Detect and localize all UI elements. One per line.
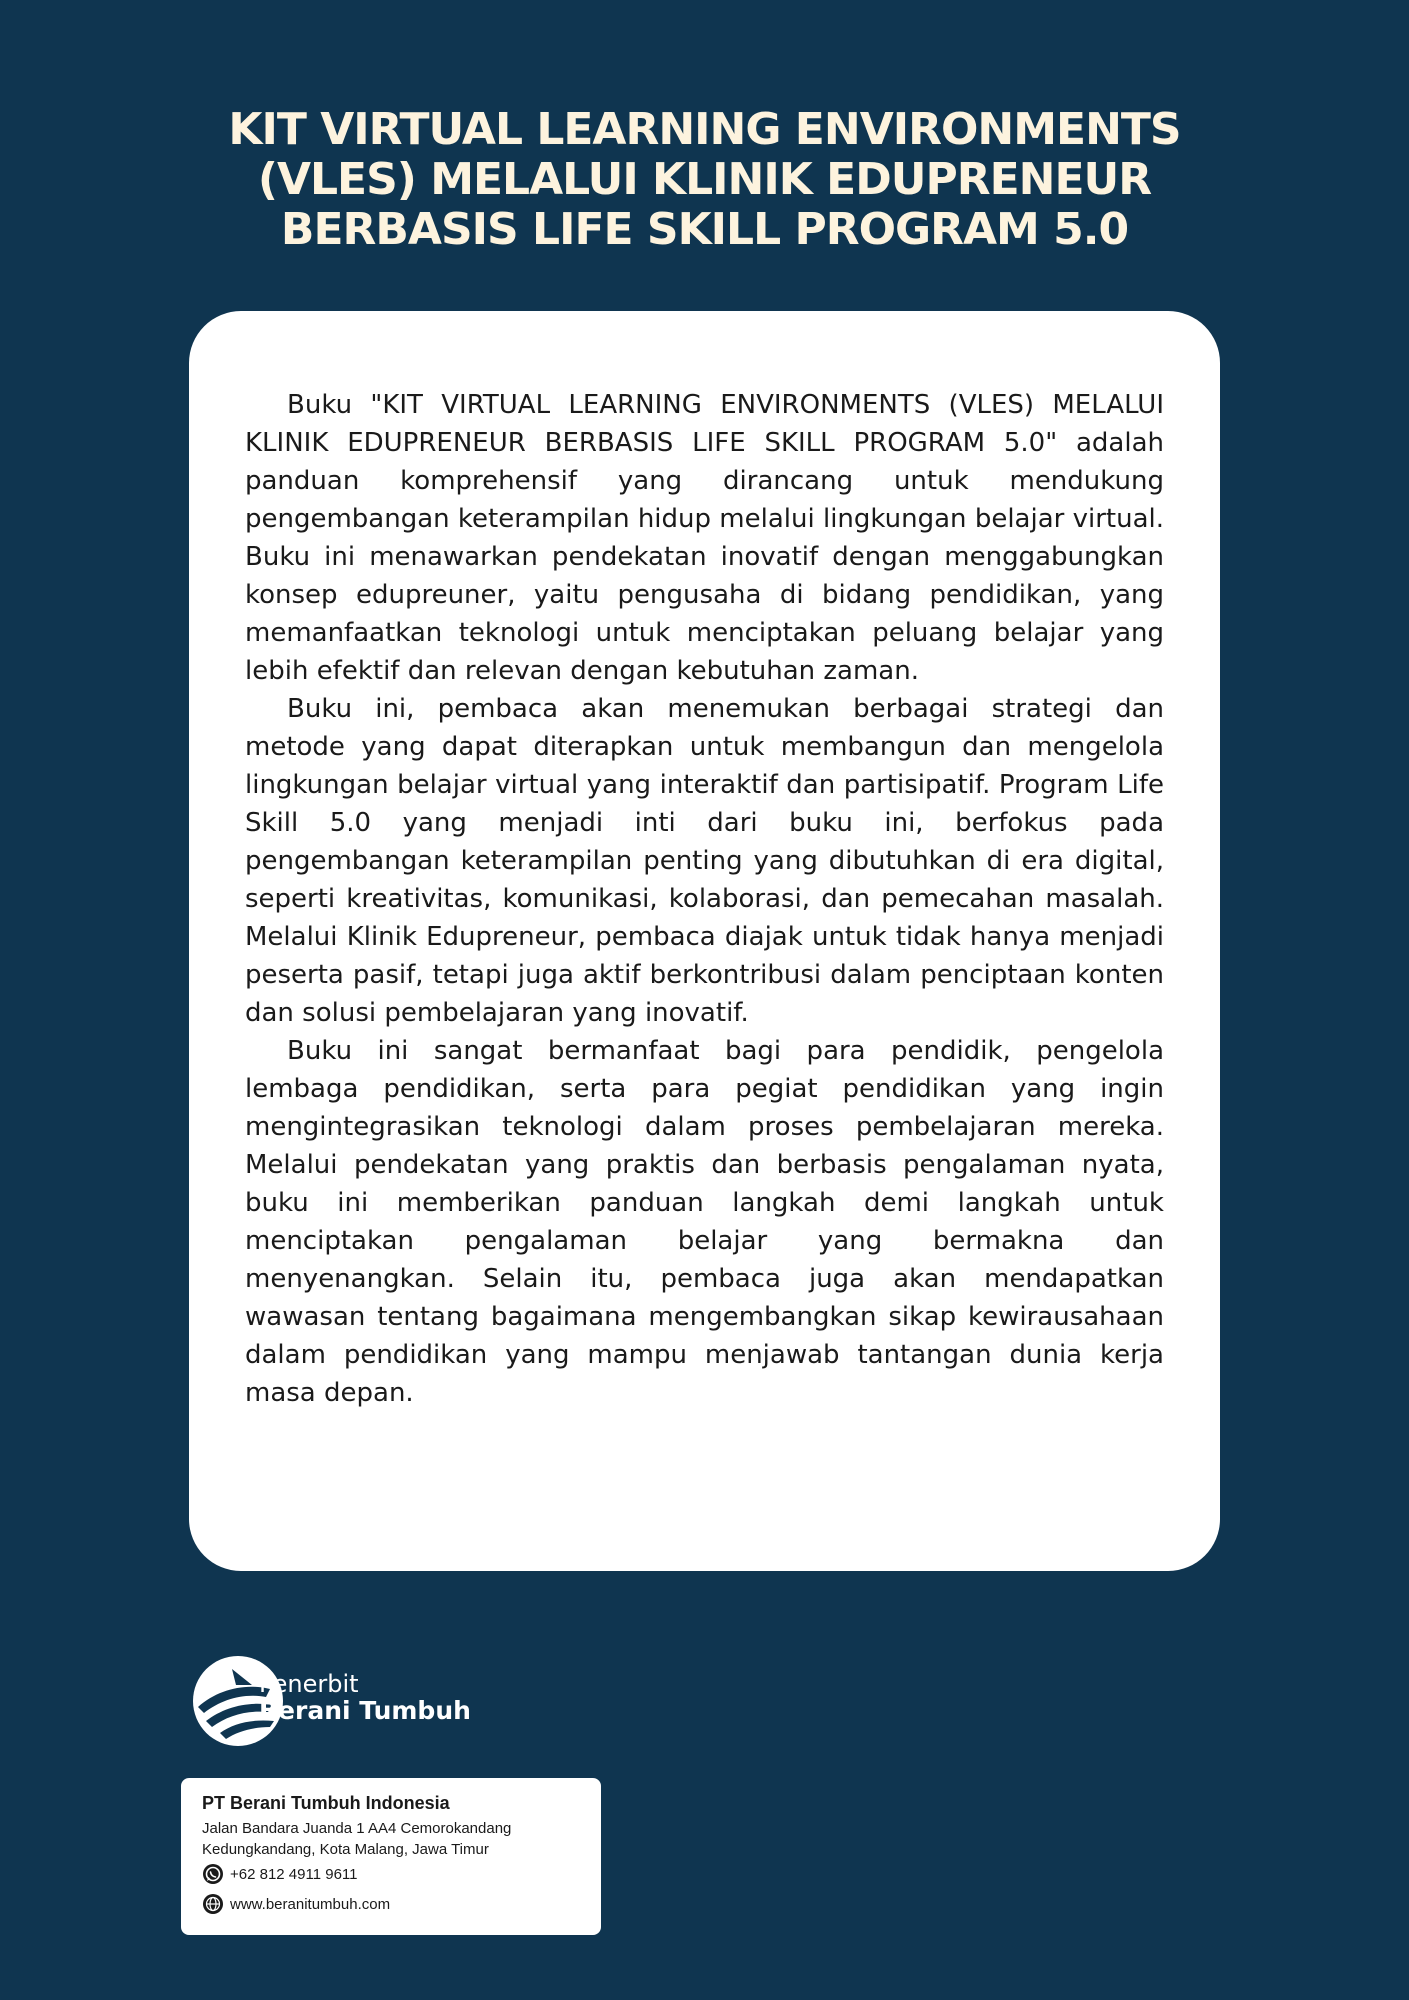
title-line-2: (VLES) MELALUI KLINIK EDUPRENEUR	[257, 154, 1152, 205]
publisher-address-line-2: Kedungkandang, Kota Malang, Jawa Timur	[202, 1841, 489, 1858]
synopsis-paragraph-3: Buku ini sangat bermanfaat bagi para pendidik, pengelola lembaga pendidikan, serta para pegiat pendidikan yang ingin mengintegrasikan teknologi dalam proses pembelajaran mereka. Melalui pendekatan yang praktis dan berbasis pengalaman nyata, buku ini memberikan panduan langkah demi langkah untuk menciptakan pengalaman belajar yang bermakna dan menyenangkan. Selain itu, pembaca juga akan mendapatkan wawasan tentang bagaimana mengembangkan sikap kewirausahaan dalam pendidikan yang mampu menjawab tantangan dunia kerja masa depan.	[245, 1036, 1164, 1408]
publisher-company: PT Berani Tumbuh Indonesia	[202, 1793, 450, 1813]
publisher-website: www.beranitumbuh.com	[230, 1895, 391, 1913]
publisher-label-small: Penerbit	[259, 1670, 359, 1698]
synopsis-paragraph-1: Buku "KIT VIRTUAL LEARNING ENVIRONMENTS (VLES) MELALUI KLINIK EDUPRENEUR BERBASIS LIFE SKILL PROGRAM 5.0" adalah panduan komprehensif yang dirancang untuk mendukung pengembangan keterampilan hidup melalui lingkungan belajar virtual. Buku ini menawarkan pendekatan inovatif dengan menggabungkan konsep edupreuner, yaitu pengusaha di bidang pendidikan, yang memanfaatkan teknologi untuk menciptakan peluang belajar yang lebih efektif dan relevan dengan kebutuhan zaman.	[245, 390, 1164, 686]
title-line-1: KIT VIRTUAL LEARNING ENVIRONMENTS	[228, 104, 1181, 155]
title-line-3: BERBASIS LIFE SKILL PROGRAM 5.0	[280, 204, 1129, 255]
publisher-logo	[192, 1655, 482, 1750]
publisher-label-big: Berani Tumbuh	[259, 1696, 471, 1725]
synopsis-paragraph-2: Buku ini, pembaca akan menemukan berbagai strategi dan metode yang dapat diterapkan untuk membangun dan mengelola lingkungan belajar virtual yang interaktif dan partisipatif. Program Life Skill 5.0 yang menjadi inti dari buku ini, berfokus pada pengembangan keterampilan penting yang dibutuhkan di era digital, seperti kreativitas, komunikasi, kolaborasi, dan pemecahan masalah. Melalui Klinik Edupreneur, pembaca diajak untuk tidak hanya menjadi peserta pasif, tetapi juga aktif berkontribusi dalam penciptaan konten dan solusi pembelajaran yang inovatif.	[245, 694, 1164, 1028]
synopsis-card	[189, 311, 1220, 1571]
book-title	[100, 105, 1309, 255]
synopsis-text	[245, 386, 1164, 1412]
publisher-phone-row	[202, 1862, 358, 1886]
publisher-phone: +62 812 4911 9611	[230, 1865, 358, 1883]
publisher-address-line-1: Jalan Bandara Juanda 1 AA4 Cemorokandang	[202, 1820, 512, 1837]
globe-icon	[202, 1893, 224, 1915]
publisher-website-row	[202, 1892, 390, 1916]
publisher-info-box	[181, 1778, 601, 1935]
whatsapp-icon	[202, 1863, 224, 1885]
